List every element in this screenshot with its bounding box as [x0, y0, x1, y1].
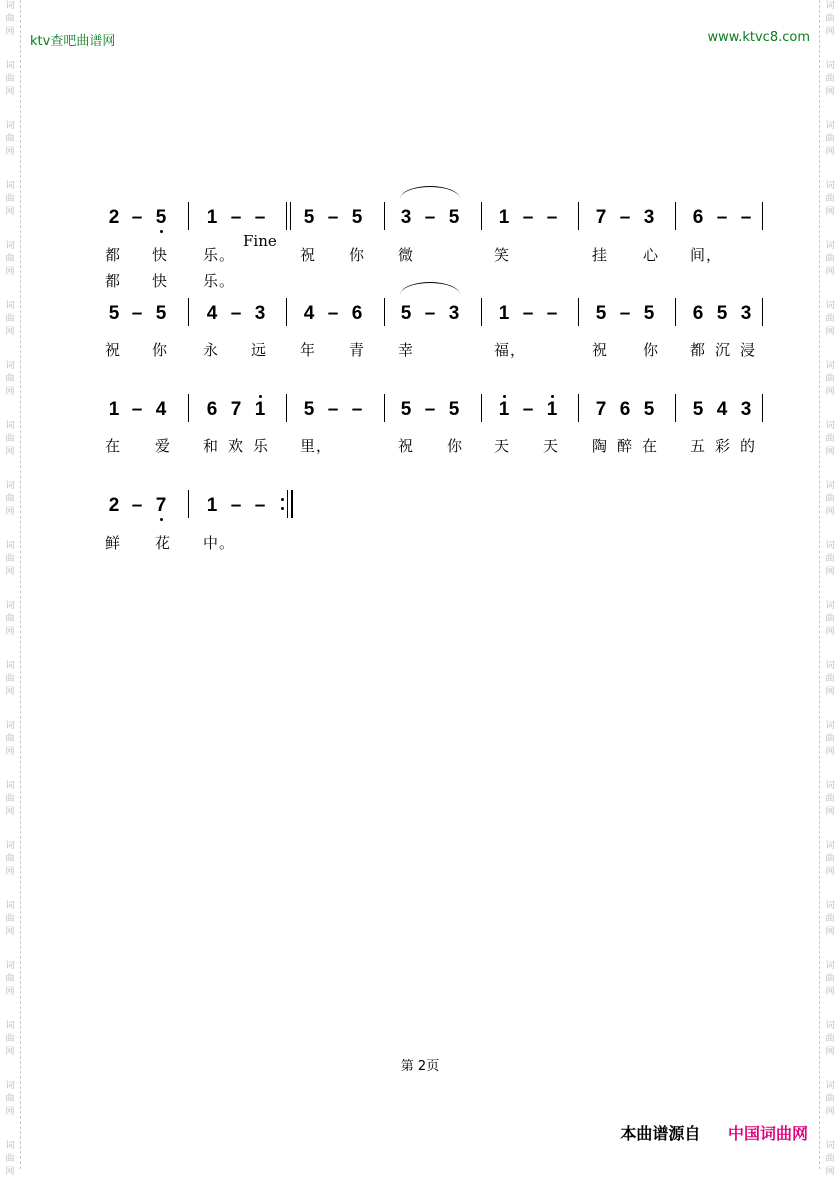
jianpu-note	[252, 400, 268, 420]
note-glyph: –	[740, 207, 752, 228]
watermark-text: 词 曲 网	[825, 61, 835, 97]
watermark-text: 词 曲 网	[5, 901, 15, 937]
note-glyph: 7	[155, 495, 167, 516]
watermark-text: 词 曲 网	[825, 1141, 835, 1177]
note-glyph: 4	[303, 303, 315, 324]
watermark-text: 词 曲 网	[5, 1, 15, 37]
lyric-word: 花	[155, 534, 172, 552]
jianpu-note	[496, 400, 512, 420]
jianpu-note	[641, 208, 657, 228]
jianpu-note	[349, 304, 365, 324]
watermark-text: 词 曲 网	[5, 541, 15, 577]
lyric-word: 你	[447, 437, 464, 455]
barline	[762, 394, 763, 422]
note-glyph: 5	[448, 207, 460, 228]
note-glyph: –	[522, 207, 534, 228]
note-glyph: –	[327, 207, 339, 228]
jianpu-note	[738, 400, 754, 420]
octave-down-dot	[160, 518, 163, 521]
note-glyph: 4	[155, 399, 167, 420]
jianpu-note	[690, 304, 706, 324]
header-site-name[interactable]: ktv查吧曲谱网	[30, 34, 116, 49]
jianpu-note	[153, 400, 169, 420]
lyric-word: 里，	[300, 437, 333, 455]
note-glyph: 5	[155, 207, 167, 228]
fine-marker: Fine	[243, 232, 277, 250]
lyric-word: 浸	[740, 341, 757, 359]
footer-site-link[interactable]: 中国词曲网	[727, 1124, 808, 1143]
barline	[384, 394, 385, 422]
octave-down-dot	[160, 230, 163, 233]
jianpu-note	[593, 208, 609, 228]
watermark-text: 词 曲 网	[825, 241, 835, 277]
jianpu-note	[714, 400, 730, 420]
note-glyph: 6	[692, 207, 704, 228]
note-glyph: 2	[108, 207, 120, 228]
lyric-word: 微	[398, 246, 415, 264]
jianpu-note	[301, 400, 317, 420]
jianpu-note	[228, 304, 244, 324]
note-glyph: –	[131, 303, 143, 324]
barline	[578, 394, 579, 422]
jianpu-note	[398, 400, 414, 420]
footer-source-label: 本曲谱源自	[620, 1124, 701, 1143]
watermark-text: 词 曲 网	[5, 1021, 15, 1057]
jianpu-note	[617, 400, 633, 420]
jianpu-note	[520, 304, 536, 324]
note-glyph: 1	[254, 399, 266, 420]
note-glyph: –	[546, 207, 558, 228]
note-glyph: 6	[206, 399, 218, 420]
lyric-word-second-verse: 快	[152, 272, 169, 290]
barline	[188, 202, 189, 230]
lyric-word: 的	[740, 437, 757, 455]
jianpu-note	[153, 496, 169, 516]
jianpu-note	[228, 400, 244, 420]
lyric-word: 福，	[494, 341, 527, 359]
lyric-word: 在	[105, 437, 122, 455]
barline	[188, 394, 189, 422]
jianpu-note	[617, 304, 633, 324]
barline	[188, 490, 189, 518]
watermark-text: 词 曲 网	[825, 421, 835, 457]
note-glyph: 5	[643, 303, 655, 324]
jianpu-note	[106, 304, 122, 324]
double-barline	[290, 202, 291, 230]
octave-up-dot	[259, 395, 262, 398]
lyric-word: 你	[349, 246, 366, 264]
jianpu-note	[153, 208, 169, 228]
note-glyph: –	[254, 495, 266, 516]
note-glyph: 7	[595, 399, 607, 420]
note-glyph: 5	[692, 399, 704, 420]
jianpu-note	[301, 304, 317, 324]
note-glyph: 1	[108, 399, 120, 420]
watermark-text: 词 曲 网	[5, 1141, 15, 1177]
jianpu-note	[252, 496, 268, 516]
note-glyph: –	[230, 303, 242, 324]
watermark-text: 词 曲 网	[825, 481, 835, 517]
lyric-word: 年	[300, 341, 317, 359]
footer-credit	[620, 1121, 808, 1144]
watermark-text: 词 曲 网	[825, 541, 835, 577]
jianpu-note	[204, 208, 220, 228]
jianpu-note	[106, 400, 122, 420]
note-glyph: –	[619, 207, 631, 228]
jianpu-note	[714, 304, 730, 324]
note-glyph: 2	[108, 495, 120, 516]
lyric-word: 和	[203, 437, 220, 455]
octave-up-dot	[503, 395, 506, 398]
watermark-text: 词 曲 网	[825, 181, 835, 217]
watermark-text: 词 曲 网	[5, 181, 15, 217]
header-site-url[interactable]: www.ktvc8.com	[707, 30, 810, 45]
note-glyph: 3	[740, 399, 752, 420]
end-repeat-barline	[287, 490, 288, 518]
lyric-word: 天	[543, 437, 560, 455]
watermark-text: 词 曲 网	[825, 361, 835, 397]
watermark-text: 词 曲 网	[825, 1081, 835, 1117]
note-glyph: –	[424, 207, 436, 228]
lyric-word: 在	[642, 437, 659, 455]
note-glyph: 5	[351, 207, 363, 228]
watermark-text: 词 曲 网	[825, 301, 835, 337]
barline	[578, 298, 579, 326]
lyric-word: 笑	[494, 246, 511, 264]
watermark-text: 词 曲 网	[825, 901, 835, 937]
jianpu-note	[106, 496, 122, 516]
jianpu-note	[714, 208, 730, 228]
jianpu-note	[641, 400, 657, 420]
jianpu-note	[544, 208, 560, 228]
jianpu-note	[422, 208, 438, 228]
watermark-text: 词 曲 网	[5, 61, 15, 97]
lyric-word-second-verse: 乐。	[203, 272, 236, 290]
lyric-word: 永	[203, 341, 220, 359]
barline	[286, 394, 287, 422]
jianpu-note	[129, 208, 145, 228]
octave-up-dot	[551, 395, 554, 398]
jianpu-note	[252, 208, 268, 228]
note-glyph: 5	[303, 399, 315, 420]
lyric-word: 沉	[715, 341, 732, 359]
note-glyph: 4	[206, 303, 218, 324]
note-glyph: –	[254, 207, 266, 228]
note-glyph: 1	[498, 207, 510, 228]
barline	[675, 298, 676, 326]
note-glyph: 3	[448, 303, 460, 324]
watermark-text: 词 曲 网	[5, 1081, 15, 1117]
note-glyph: –	[424, 303, 436, 324]
note-glyph: 5	[448, 399, 460, 420]
lyric-word: 爱	[155, 437, 172, 455]
barline	[481, 394, 482, 422]
watermark-text: 词 曲 网	[5, 481, 15, 517]
lyric-word: 祝	[398, 437, 415, 455]
double-barline	[286, 202, 287, 230]
jianpu-note	[422, 400, 438, 420]
note-glyph: –	[131, 207, 143, 228]
watermark-text: 词 曲 网	[5, 601, 15, 637]
watermark-text: 词 曲 网	[5, 841, 15, 877]
note-glyph: 1	[498, 303, 510, 324]
note-glyph: 1	[546, 399, 558, 420]
lyric-word: 都	[105, 246, 122, 264]
jianpu-note	[496, 208, 512, 228]
jianpu-note	[106, 208, 122, 228]
note-glyph: –	[716, 207, 728, 228]
jianpu-note	[325, 400, 341, 420]
jianpu-note	[738, 304, 754, 324]
watermark-text: 词 曲 网	[5, 421, 15, 457]
note-glyph: –	[131, 399, 143, 420]
jianpu-note	[349, 400, 365, 420]
barline	[762, 202, 763, 230]
watermark-text: 词 曲 网	[825, 121, 835, 157]
jianpu-note	[446, 304, 462, 324]
watermark-text: 词 曲 网	[5, 361, 15, 397]
lyric-word: 都	[690, 341, 707, 359]
jianpu-note	[129, 304, 145, 324]
watermark-text: 词 曲 网	[5, 781, 15, 817]
note-glyph: –	[424, 399, 436, 420]
jianpu-note	[617, 208, 633, 228]
lyric-word: 间，	[690, 246, 723, 264]
jianpu-note	[496, 304, 512, 324]
watermark-text: 词 曲 网	[825, 601, 835, 637]
jianpu-note	[204, 496, 220, 516]
note-glyph: 7	[230, 399, 242, 420]
jianpu-note	[325, 208, 341, 228]
note-glyph: –	[327, 399, 339, 420]
note-glyph: –	[546, 303, 558, 324]
jianpu-note	[593, 304, 609, 324]
jianpu-note	[153, 304, 169, 324]
note-glyph: 5	[595, 303, 607, 324]
note-glyph: 3	[740, 303, 752, 324]
note-glyph: –	[327, 303, 339, 324]
note-glyph: 3	[643, 207, 655, 228]
note-glyph: 1	[498, 399, 510, 420]
note-glyph: 5	[400, 303, 412, 324]
lyric-word: 彩	[715, 437, 732, 455]
lyric-word: 你	[152, 341, 169, 359]
lyric-word: 远	[251, 341, 268, 359]
barline	[762, 298, 763, 326]
note-glyph: 5	[303, 207, 315, 228]
lyric-word: 陶	[592, 437, 609, 455]
lyric-word: 欢	[228, 437, 245, 455]
lyric-word: 五	[690, 437, 707, 455]
note-glyph: 5	[108, 303, 120, 324]
page-number: 第 2页	[400, 1059, 440, 1074]
barline	[384, 202, 385, 230]
jianpu-note	[398, 208, 414, 228]
jianpu-note	[593, 400, 609, 420]
note-glyph: 6	[619, 399, 631, 420]
lyric-word: 天	[494, 437, 511, 455]
jianpu-note	[738, 208, 754, 228]
barline	[384, 298, 385, 326]
lyric-word: 快	[152, 246, 169, 264]
note-glyph: –	[230, 207, 242, 228]
jianpu-note	[325, 304, 341, 324]
jianpu-note	[129, 400, 145, 420]
jianpu-note	[641, 304, 657, 324]
watermark-text: 词 曲 网	[825, 841, 835, 877]
note-glyph: –	[230, 495, 242, 516]
note-glyph: 5	[155, 303, 167, 324]
jianpu-note	[398, 304, 414, 324]
watermark-text: 词 曲 网	[5, 961, 15, 997]
slur-arc	[400, 282, 460, 295]
lyric-word: 祝	[105, 341, 122, 359]
jianpu-note	[422, 304, 438, 324]
watermark-text: 词 曲 网	[5, 121, 15, 157]
watermark-text: 词 曲 网	[825, 961, 835, 997]
jianpu-note	[520, 208, 536, 228]
note-glyph: 6	[692, 303, 704, 324]
barline	[188, 298, 189, 326]
note-glyph: 5	[643, 399, 655, 420]
end-repeat-barline-thick	[291, 490, 293, 518]
note-glyph: –	[131, 495, 143, 516]
lyric-word: 醉	[617, 437, 634, 455]
jianpu-note	[446, 208, 462, 228]
watermark-text: 词 曲 网	[5, 721, 15, 757]
jianpu-note	[446, 400, 462, 420]
watermark-text: 词 曲 网	[5, 301, 15, 337]
barline	[481, 202, 482, 230]
note-glyph: 5	[716, 303, 728, 324]
note-glyph: 5	[400, 399, 412, 420]
note-glyph: –	[619, 303, 631, 324]
lyric-word: 挂	[592, 246, 609, 264]
note-glyph: 1	[206, 495, 218, 516]
lyric-word: 幸	[398, 341, 415, 359]
lyric-word: 祝	[592, 341, 609, 359]
jianpu-note	[228, 496, 244, 516]
repeat-dots	[281, 492, 284, 516]
barline	[286, 298, 287, 326]
lyric-word-second-verse: 都	[105, 272, 122, 290]
jianpu-note	[349, 208, 365, 228]
watermark-text: 词 曲 网	[825, 1021, 835, 1057]
watermark-text: 词 曲 网	[825, 781, 835, 817]
lyric-word: 乐。	[203, 246, 236, 264]
jianpu-note	[544, 304, 560, 324]
jianpu-note	[520, 400, 536, 420]
note-glyph: –	[351, 399, 363, 420]
watermark-text: 词 曲 网	[825, 661, 835, 697]
jianpu-note	[301, 208, 317, 228]
note-glyph: –	[522, 303, 534, 324]
note-glyph: –	[522, 399, 534, 420]
lyric-word: 乐	[253, 437, 270, 455]
watermark-text: 词 曲 网	[825, 1, 835, 37]
note-glyph: 3	[400, 207, 412, 228]
jianpu-note	[690, 208, 706, 228]
jianpu-note	[252, 304, 268, 324]
watermark-text: 词 曲 网	[5, 241, 15, 277]
note-glyph: 7	[595, 207, 607, 228]
note-glyph: 4	[716, 399, 728, 420]
note-glyph: 1	[206, 207, 218, 228]
jianpu-note	[204, 400, 220, 420]
lyric-word: 心	[643, 246, 660, 264]
note-glyph: 3	[254, 303, 266, 324]
lyric-word: 中。	[203, 534, 236, 552]
lyric-word: 鲜	[105, 534, 122, 552]
barline	[675, 394, 676, 422]
barline	[481, 298, 482, 326]
jianpu-note	[204, 304, 220, 324]
barline	[578, 202, 579, 230]
slur-arc	[400, 186, 460, 199]
barline	[675, 202, 676, 230]
lyric-word: 你	[643, 341, 660, 359]
jianpu-note	[690, 400, 706, 420]
lyric-word: 青	[349, 341, 366, 359]
note-glyph: 6	[351, 303, 363, 324]
watermark-text: 词 曲 网	[5, 661, 15, 697]
jianpu-note	[544, 400, 560, 420]
lyric-word: 祝	[300, 246, 317, 264]
jianpu-note	[228, 208, 244, 228]
watermark-text: 词 曲 网	[825, 721, 835, 757]
jianpu-note	[129, 496, 145, 516]
